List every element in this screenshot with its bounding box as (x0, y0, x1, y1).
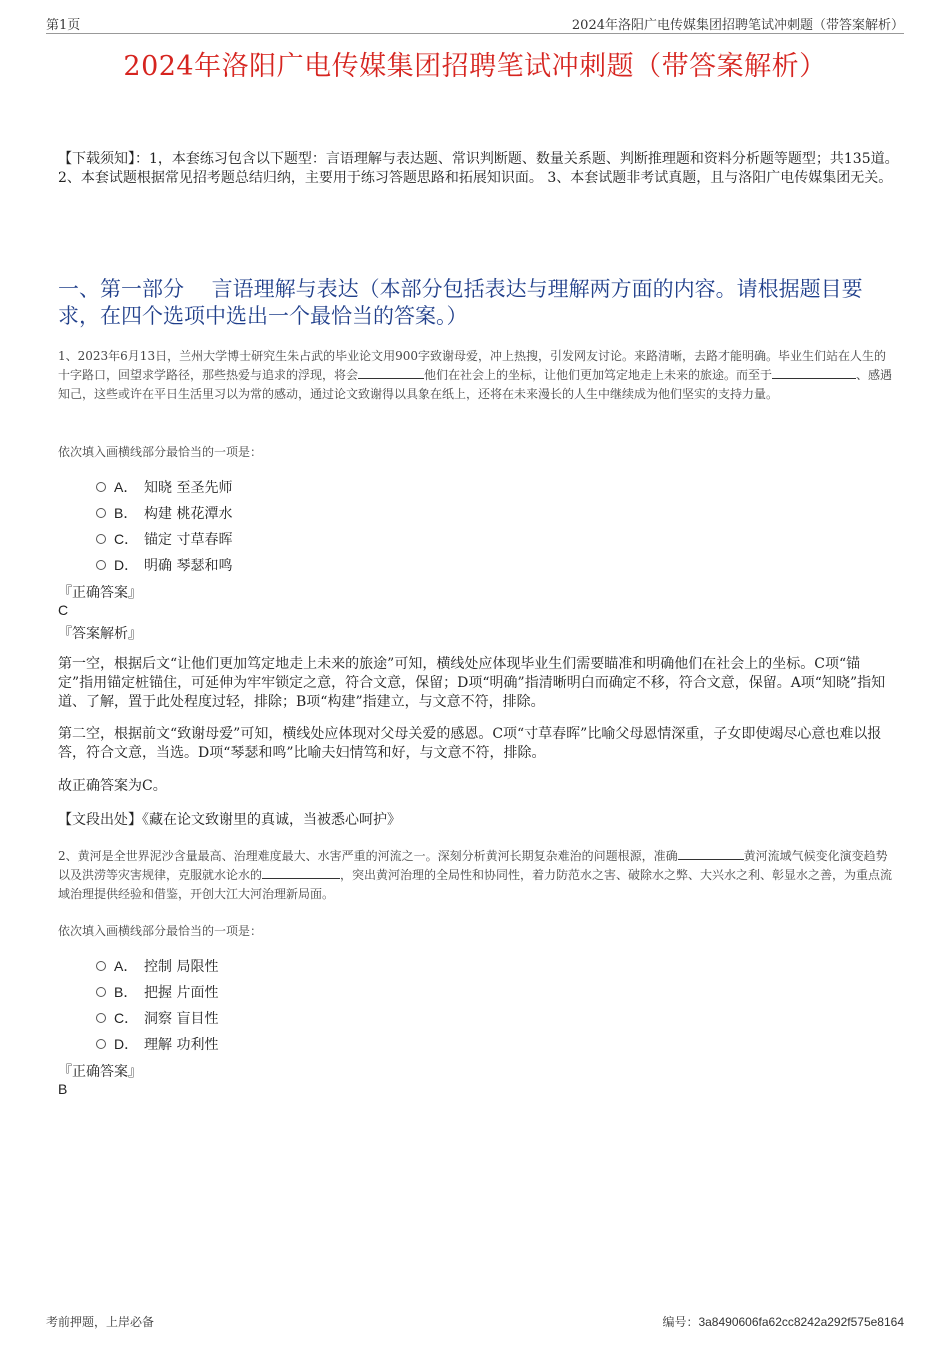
radio-icon[interactable] (96, 508, 106, 518)
q1-source: 【文段出处】《藏在论文致谢里的真诚，当被悉心呵护》 (58, 812, 401, 828)
q2-option-b[interactable]: B． 把握 片面性 (96, 982, 218, 1002)
footer-code-value: 3a8490606fa62cc8242a292f575e8164 (698, 1315, 904, 1329)
q1-option-c[interactable]: C． 锚定 寸草春晖 (96, 529, 232, 549)
question-1-text: 1、2023年6月13日，兰州大学博士研究生朱占武的毕业论文用900字致谢母爱，冲上热搜，引发网友讨论。来路清晰，去路才能明确。毕业生们站在人生的十字路口，回望求学路径，那些热爱与追求的浮现，将会 他们在社会上的坐标，让他们更加笃定地走上未来的旅途。而至于 、感遇知己，这些或许在平日生活里习以为常的感动，通过论文致谢得以具象在纸上，还将在未来漫长的人生中继续成为他们坚实的支持力量。 (58, 349, 893, 401)
radio-icon[interactable] (96, 961, 106, 971)
q1-analysis-label: 『答案解析』 (58, 626, 142, 642)
section-heading: 一、第一部分 言语理解与表达（本部分包括表达与理解两方面的内容。请根据题目要求，在四个选项中选出一个最恰当的答案。） (58, 277, 863, 328)
radio-icon[interactable] (96, 987, 106, 997)
q1-conclusion: 故正确答案为C。 (58, 778, 167, 794)
q1-option-d[interactable]: D． 明确 琴瑟和鸣 (96, 555, 232, 575)
question-2-prompt: 依次填入画横线部分最恰当的一项是： (58, 924, 263, 938)
q1-analysis-paragraph-2: 第二空，根据前文“致谢母爱”可知，横线处应体现对父母关爱的感恩。C项“寸草春晖”比喻父母恩情深重，子女即使竭尽心意也难以报答，符合文意，当选。D项“琴瑟和鸣”比喻夫妇情笃和好，与文意不符，排除。 (58, 726, 882, 761)
fill-blank (772, 366, 856, 379)
question-1-prompt: 依次填入画横线部分最恰当的一项是： (58, 445, 263, 459)
radio-icon[interactable] (96, 1039, 106, 1049)
q2-option-d[interactable]: D． 理解 功利性 (96, 1034, 218, 1054)
q2-option-c[interactable]: C． 洞察 盲目性 (96, 1008, 218, 1028)
download-notice: 【下载须知】：1，本套练习包含以下题型：言语理解与表达题、常识判断题、数量关系题、判断推理题和资料分析题等题型；共135道。 2、本套试题根据常见招考题总结归纳，主要用于练习答题思路和拓展知识面。 3、本套试题非考试真题，且与洛阳广电传媒集团无关。 (58, 151, 899, 186)
question-2-text: 2、黄河是全世界泥沙含量最高、治理难度最大、水害严重的河流之一。深刻分析黄河长期复杂难治的问题根源，准确 黄河流域气候变化演变趋势以及洪涝等灾害规律，克服就水论水的 ，突出黄河治理的全局性和协同性，着力防范水之害、破除水之弊、大兴水之利、彰显水之善，为重点流域治理提供经验和借鉴，开创大江大河治理新局面。 (58, 849, 893, 901)
q1-option-b[interactable]: B． 构建 桃花潭水 (96, 503, 232, 523)
footer-code (662, 1313, 904, 1330)
fill-blank (262, 866, 340, 879)
footer-code-label: 编号： (662, 1315, 699, 1329)
fill-blank (358, 366, 424, 379)
q2-answer-label: 『正确答案』 (58, 1064, 142, 1080)
q2-option-a[interactable]: A． 控制 局限性 (96, 956, 218, 976)
radio-icon[interactable] (96, 1013, 106, 1023)
footer-slogan: 考前押题，上岸必备 (46, 1315, 155, 1329)
q1-answer-label: 『正确答案』 (58, 585, 142, 601)
fill-blank (678, 847, 744, 860)
radio-icon[interactable] (96, 482, 106, 492)
q1-option-a[interactable]: A． 知晓 至圣先师 (96, 477, 232, 497)
radio-icon[interactable] (96, 534, 106, 544)
page-title: 2024年洛阳广电传媒集团招聘笔试冲刺题（带答案解析） (123, 51, 827, 82)
q2-answer: B (58, 1081, 68, 1097)
header-doc-title: 2024年洛阳广电传媒集团招聘笔试冲刺题（带答案解析） (571, 18, 904, 33)
header-divider (46, 33, 904, 34)
radio-icon[interactable] (96, 560, 106, 570)
q1-answer: C (58, 602, 69, 618)
q1-analysis-paragraph-1: 第一空，根据后文“让他们更加笃定地走上未来的旅途”可知，横线处应体现毕业生们需要瞄准和明确他们在社会上的坐标。C项“锚定”指用锚定桩锚住，可延伸为牢牢锁定之意，符合文意，保留；D项“明确”指清晰明白而确定不移，符合文意，保留。A项“知晓”指知道、了解，置于此处程度过轻，排除；B项“构建”指建立，与文意不符，排除。 (58, 656, 886, 710)
header-page-number: 第1页 (46, 18, 81, 33)
